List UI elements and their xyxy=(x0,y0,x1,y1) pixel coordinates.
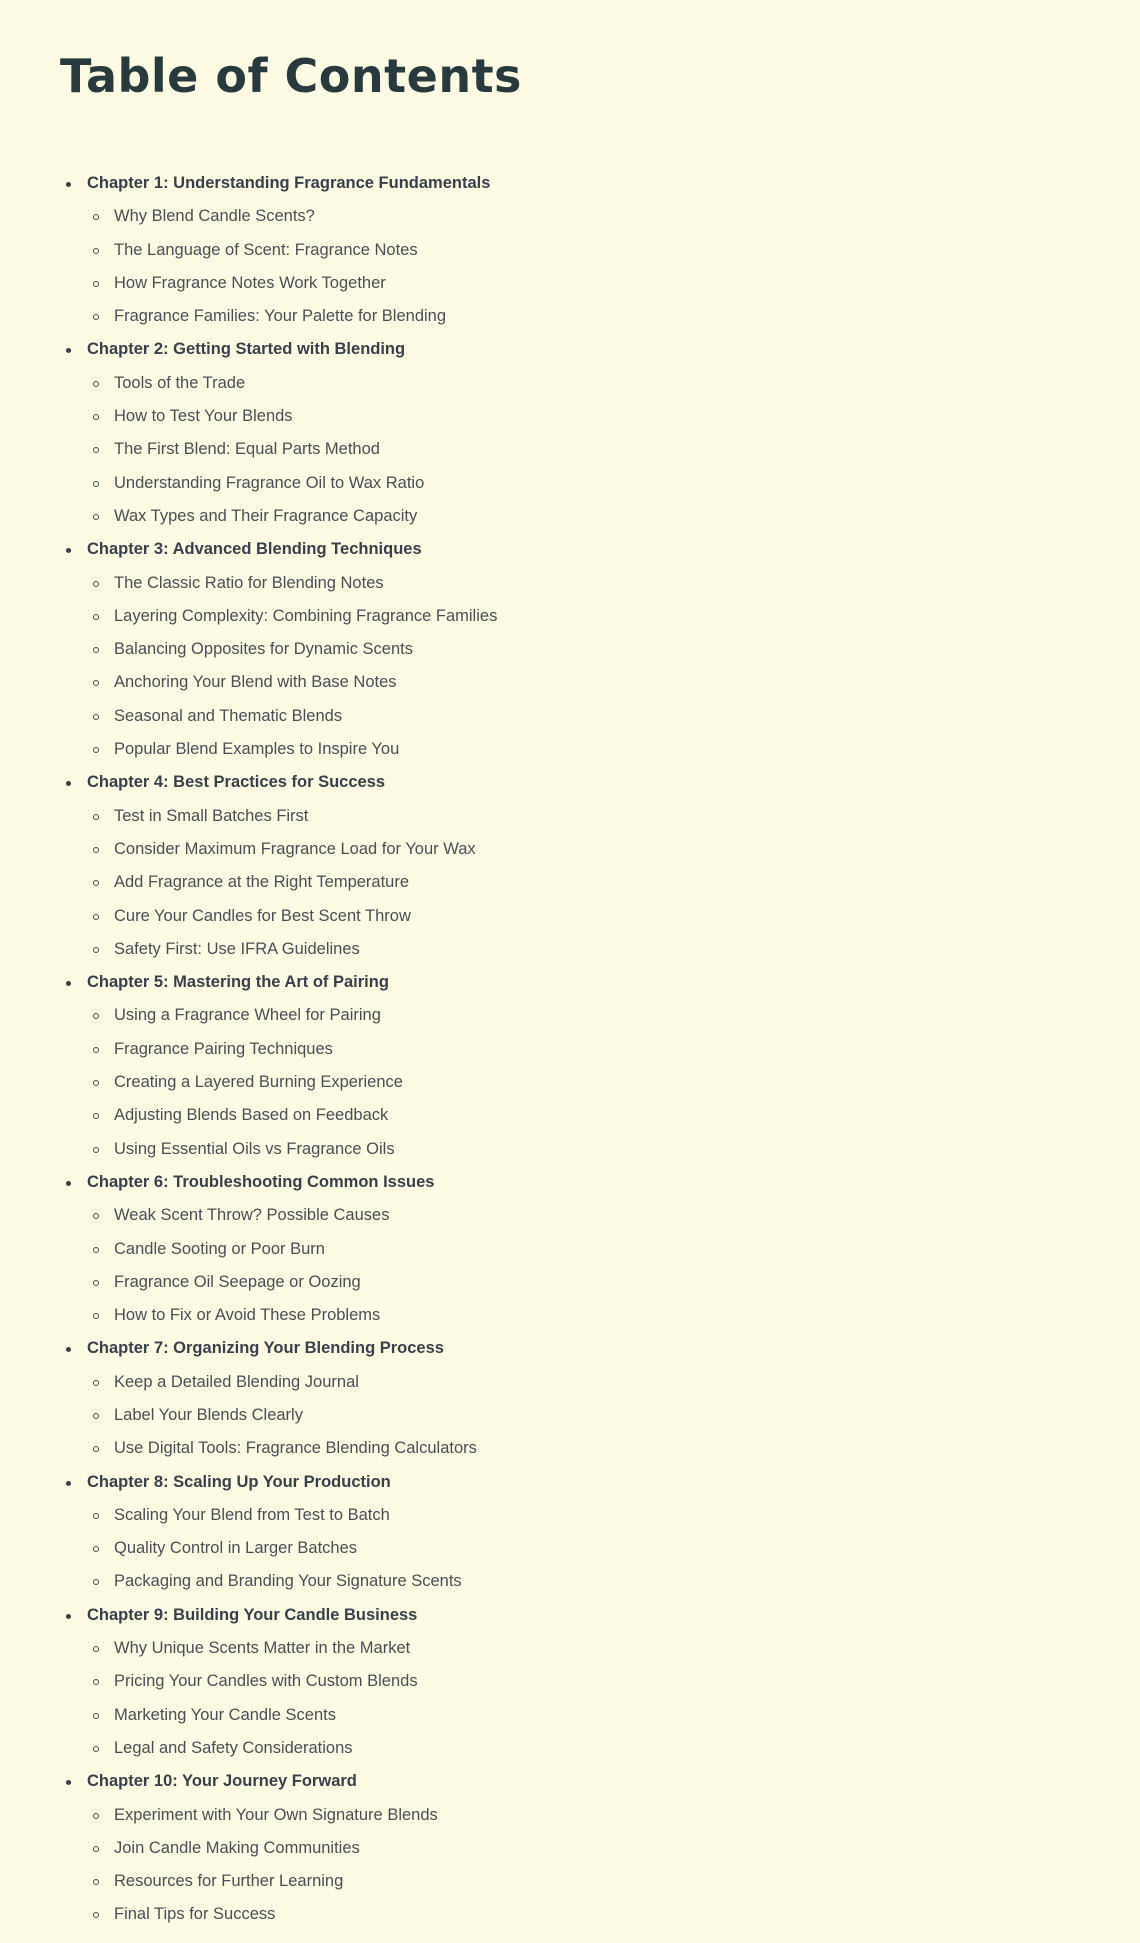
chapter-title-text: Chapter 10: Your Journey Forward xyxy=(87,1772,357,1791)
section-title-text: Safety First: Use IFRA Guidelines xyxy=(114,939,360,958)
bullet-circle-icon xyxy=(93,514,99,520)
section-title-text: Fragrance Families: Your Palette for Blending xyxy=(114,307,447,326)
section-title-text: How Fragrance Notes Work Together xyxy=(114,273,386,292)
bullet-circle-icon xyxy=(93,248,99,254)
chapter-item xyxy=(60,533,1080,766)
section-title-text: Experiment with Your Own Signature Blends xyxy=(114,1805,438,1824)
bullet-disc-icon xyxy=(66,1481,71,1486)
bullet-circle-icon xyxy=(93,1879,99,1885)
section-title-text: Marketing Your Candle Scents xyxy=(114,1705,336,1724)
chapter-item xyxy=(60,1765,1080,1931)
section-item-link[interactable] xyxy=(114,1266,1080,1299)
section-list xyxy=(87,800,1080,966)
section-item-link[interactable] xyxy=(114,1033,1080,1066)
section-title-text: How to Test Your Blends xyxy=(114,407,293,426)
bullet-circle-icon xyxy=(93,1113,99,1119)
section-item-link[interactable] xyxy=(114,666,1080,699)
chapter-title-text: Chapter 7: Organizing Your Blending Process xyxy=(87,1339,444,1358)
section-item-link[interactable] xyxy=(114,1898,1080,1931)
section-list xyxy=(87,567,1080,767)
bullet-disc-icon xyxy=(66,1780,71,1785)
bullet-circle-icon xyxy=(93,1513,99,1519)
section-title-text: Legal and Safety Considerations xyxy=(114,1738,353,1757)
section-item-link[interactable] xyxy=(114,367,1080,400)
chapter-title-link[interactable] xyxy=(87,1765,1080,1798)
bullet-disc-icon xyxy=(66,1181,71,1186)
section-list xyxy=(87,1199,1080,1332)
section-item-link[interactable] xyxy=(114,467,1080,500)
section-title-text: Final Tips for Success xyxy=(114,1905,276,1924)
bullet-circle-icon xyxy=(93,1147,99,1153)
bullet-disc-icon xyxy=(66,548,71,553)
section-title-text: Consider Maximum Fragrance Load for Your Wax xyxy=(114,839,476,858)
section-item-link[interactable] xyxy=(114,1799,1080,1832)
chapter-title-text: Chapter 8: Scaling Up Your Production xyxy=(87,1472,391,1491)
section-item-link[interactable] xyxy=(114,1565,1080,1598)
section-item-link[interactable] xyxy=(114,1732,1080,1765)
section-title-text: Weak Scent Throw? Possible Causes xyxy=(114,1206,390,1225)
section-item-link[interactable] xyxy=(114,500,1080,533)
section-title-text: Layering Complexity: Combining Fragrance Families xyxy=(114,606,498,625)
section-title-text: Why Unique Scents Matter in the Market xyxy=(114,1639,411,1658)
section-title-text: Quality Control in Larger Batches xyxy=(114,1539,358,1558)
bullet-circle-icon xyxy=(93,481,99,487)
section-title-text: Use Digital Tools: Fragrance Blending Calculators xyxy=(114,1439,477,1458)
chapter-item xyxy=(60,1466,1080,1599)
bullet-circle-icon xyxy=(93,1247,99,1253)
section-item-link[interactable] xyxy=(114,1233,1080,1266)
bullet-circle-icon xyxy=(93,1912,99,1918)
section-title-text: Test in Small Batches First xyxy=(114,806,309,825)
chapter-title-text: Chapter 6: Troubleshooting Common Issues xyxy=(87,1172,435,1191)
bullet-circle-icon xyxy=(93,1679,99,1685)
section-title-text: The Classic Ratio for Blending Notes xyxy=(114,573,384,592)
section-item-link[interactable] xyxy=(114,633,1080,666)
chapter-item xyxy=(60,766,1080,966)
chapter-title-link[interactable] xyxy=(87,766,1080,799)
section-item-link[interactable] xyxy=(114,567,1080,600)
section-title-text: Creating a Layered Burning Experience xyxy=(114,1073,403,1092)
bullet-circle-icon xyxy=(93,680,99,686)
section-title-text: Popular Blend Examples to Inspire You xyxy=(114,740,400,759)
chapter-title-link[interactable] xyxy=(87,533,1080,566)
section-item-link[interactable] xyxy=(114,200,1080,233)
bullet-circle-icon xyxy=(93,847,99,853)
bullet-disc-icon xyxy=(66,1347,71,1352)
section-title-text: The First Blend: Equal Parts Method xyxy=(114,440,380,459)
section-item-link[interactable] xyxy=(114,1299,1080,1332)
section-list xyxy=(87,1799,1080,1932)
toc-list xyxy=(60,167,1080,1932)
bullet-circle-icon xyxy=(93,814,99,820)
bullet-circle-icon xyxy=(93,1013,99,1019)
section-item-link[interactable] xyxy=(114,1066,1080,1099)
section-item-link[interactable] xyxy=(114,700,1080,733)
section-list xyxy=(87,200,1080,333)
section-title-text: Using Essential Oils vs Fragrance Oils xyxy=(114,1139,395,1158)
bullet-disc-icon xyxy=(66,981,71,986)
chapter-title-link[interactable] xyxy=(87,1466,1080,1499)
chapter-title-link[interactable] xyxy=(87,1599,1080,1632)
section-list xyxy=(87,367,1080,533)
chapter-item xyxy=(60,1599,1080,1765)
bullet-circle-icon xyxy=(93,1846,99,1852)
section-item-link[interactable] xyxy=(114,1366,1080,1399)
section-list xyxy=(87,1499,1080,1599)
section-title-text: Fragrance Oil Seepage or Oozing xyxy=(114,1272,361,1291)
section-item-link[interactable] xyxy=(114,433,1080,466)
chapter-title-link[interactable] xyxy=(87,1166,1080,1199)
section-title-text: Using a Fragrance Wheel for Pairing xyxy=(114,1006,381,1025)
section-title-text: Wax Types and Their Fragrance Capacity xyxy=(114,506,418,525)
section-title-text: Join Candle Making Communities xyxy=(114,1838,360,1857)
bullet-circle-icon xyxy=(93,647,99,653)
section-item-link[interactable] xyxy=(114,1099,1080,1132)
section-title-text: Seasonal and Thematic Blends xyxy=(114,706,343,725)
section-title-text: Add Fragrance at the Right Temperature xyxy=(114,873,410,892)
section-title-text: How to Fix or Avoid These Problems xyxy=(114,1306,381,1325)
bullet-circle-icon xyxy=(93,381,99,387)
section-title-text: Tools of the Trade xyxy=(114,373,246,392)
chapter-title-text: Chapter 5: Mastering the Art of Pairing xyxy=(87,973,389,992)
chapter-title-text: Chapter 2: Getting Started with Blending xyxy=(87,340,406,359)
bullet-circle-icon xyxy=(93,1313,99,1319)
section-item-link[interactable] xyxy=(114,999,1080,1032)
section-list xyxy=(87,1366,1080,1466)
bullet-circle-icon xyxy=(93,414,99,420)
chapter-title-text: Chapter 9: Building Your Candle Business xyxy=(87,1605,418,1624)
section-list xyxy=(87,999,1080,1165)
page-title: Table of Contents xyxy=(60,49,522,103)
section-title-text: Balancing Opposites for Dynamic Scents xyxy=(114,640,413,659)
section-item-link[interactable] xyxy=(114,1665,1080,1698)
bullet-disc-icon xyxy=(66,1614,71,1619)
section-title-text: Why Blend Candle Scents? xyxy=(114,207,315,226)
chapter-title-text: Chapter 1: Understanding Fragrance Fundamentals xyxy=(87,174,491,192)
section-title-text: Candle Sooting or Poor Burn xyxy=(114,1239,325,1258)
section-item-link[interactable] xyxy=(114,1499,1080,1532)
section-item-link[interactable] xyxy=(114,1832,1080,1865)
section-item-link[interactable] xyxy=(114,1699,1080,1732)
section-item-link[interactable] xyxy=(114,833,1080,866)
section-item-link[interactable] xyxy=(114,1399,1080,1432)
chapter-item xyxy=(60,333,1080,533)
bullet-circle-icon xyxy=(93,1546,99,1552)
bullet-circle-icon xyxy=(93,1380,99,1386)
chapter-item xyxy=(60,1332,1080,1465)
section-title-text: Adjusting Blends Based on Feedback xyxy=(114,1106,389,1125)
chapter-title-link[interactable] xyxy=(87,1332,1080,1365)
chapter-item xyxy=(60,966,1080,1166)
chapter-title-text: Chapter 3: Advanced Blending Techniques xyxy=(87,540,422,559)
bullet-disc-icon xyxy=(66,182,71,187)
chapter-item xyxy=(60,167,1080,333)
bullet-circle-icon xyxy=(93,614,99,620)
section-item-link[interactable] xyxy=(114,900,1080,933)
bullet-circle-icon xyxy=(93,1413,99,1419)
section-item-link[interactable] xyxy=(114,1133,1080,1166)
section-title-text: Scaling Your Blend from Test to Batch xyxy=(114,1505,390,1524)
section-title-text: Label Your Blends Clearly xyxy=(114,1405,303,1424)
bullet-circle-icon xyxy=(93,1813,99,1819)
bullet-circle-icon xyxy=(93,714,99,720)
bullet-circle-icon xyxy=(93,1080,99,1086)
bullet-circle-icon xyxy=(93,581,99,587)
bullet-circle-icon xyxy=(93,447,99,453)
section-item-link[interactable] xyxy=(114,1532,1080,1565)
section-item-link[interactable] xyxy=(114,400,1080,433)
bullet-circle-icon xyxy=(93,1280,99,1286)
section-item-link[interactable] xyxy=(114,733,1080,766)
bullet-disc-icon xyxy=(66,348,71,353)
section-item-link[interactable] xyxy=(114,800,1080,833)
section-item-link[interactable] xyxy=(114,267,1080,300)
bullet-circle-icon xyxy=(93,214,99,220)
section-item-link[interactable] xyxy=(114,933,1080,966)
section-title-text: Understanding Fragrance Oil to Wax Ratio xyxy=(114,473,425,492)
section-title-text: Fragrance Pairing Techniques xyxy=(114,1039,333,1058)
section-item-link[interactable] xyxy=(114,1432,1080,1465)
bullet-circle-icon xyxy=(93,281,99,287)
section-title-text: Pricing Your Candles with Custom Blends xyxy=(114,1672,418,1691)
section-title-text: Cure Your Candles for Best Scent Throw xyxy=(114,906,411,925)
bullet-circle-icon xyxy=(93,1446,99,1452)
bullet-circle-icon xyxy=(93,1713,99,1719)
section-item-link[interactable] xyxy=(114,1865,1080,1898)
section-item-link[interactable] xyxy=(114,1199,1080,1232)
chapter-title-link[interactable] xyxy=(87,167,1080,200)
chapter-title-link[interactable] xyxy=(87,333,1080,366)
section-item-link[interactable] xyxy=(114,866,1080,899)
bullet-circle-icon xyxy=(93,914,99,920)
bullet-circle-icon xyxy=(93,880,99,886)
chapter-item xyxy=(60,1166,1080,1332)
section-title-text: Anchoring Your Blend with Base Notes xyxy=(114,673,397,692)
section-item-link[interactable] xyxy=(114,300,1080,333)
section-item-link[interactable] xyxy=(114,600,1080,633)
section-item-link[interactable] xyxy=(114,1632,1080,1665)
section-title-text: The Language of Scent: Fragrance Notes xyxy=(114,240,418,259)
bullet-disc-icon xyxy=(66,781,71,786)
bullet-circle-icon xyxy=(93,747,99,753)
bullet-circle-icon xyxy=(93,1646,99,1652)
bullet-circle-icon xyxy=(93,1746,99,1752)
bullet-circle-icon xyxy=(93,1047,99,1053)
section-item-link[interactable] xyxy=(114,234,1080,267)
chapter-title-link[interactable] xyxy=(87,966,1080,999)
bullet-circle-icon xyxy=(93,314,99,320)
section-title-text: Keep a Detailed Blending Journal xyxy=(114,1372,359,1391)
section-title-text: Packaging and Branding Your Signature Scents xyxy=(114,1572,462,1591)
chapter-title-text: Chapter 4: Best Practices for Success xyxy=(87,773,386,792)
bullet-circle-icon xyxy=(93,1213,99,1219)
section-title-text: Resources for Further Learning xyxy=(114,1872,344,1891)
section-list xyxy=(87,1632,1080,1765)
bullet-circle-icon xyxy=(93,947,99,953)
bullet-circle-icon xyxy=(93,1579,99,1585)
